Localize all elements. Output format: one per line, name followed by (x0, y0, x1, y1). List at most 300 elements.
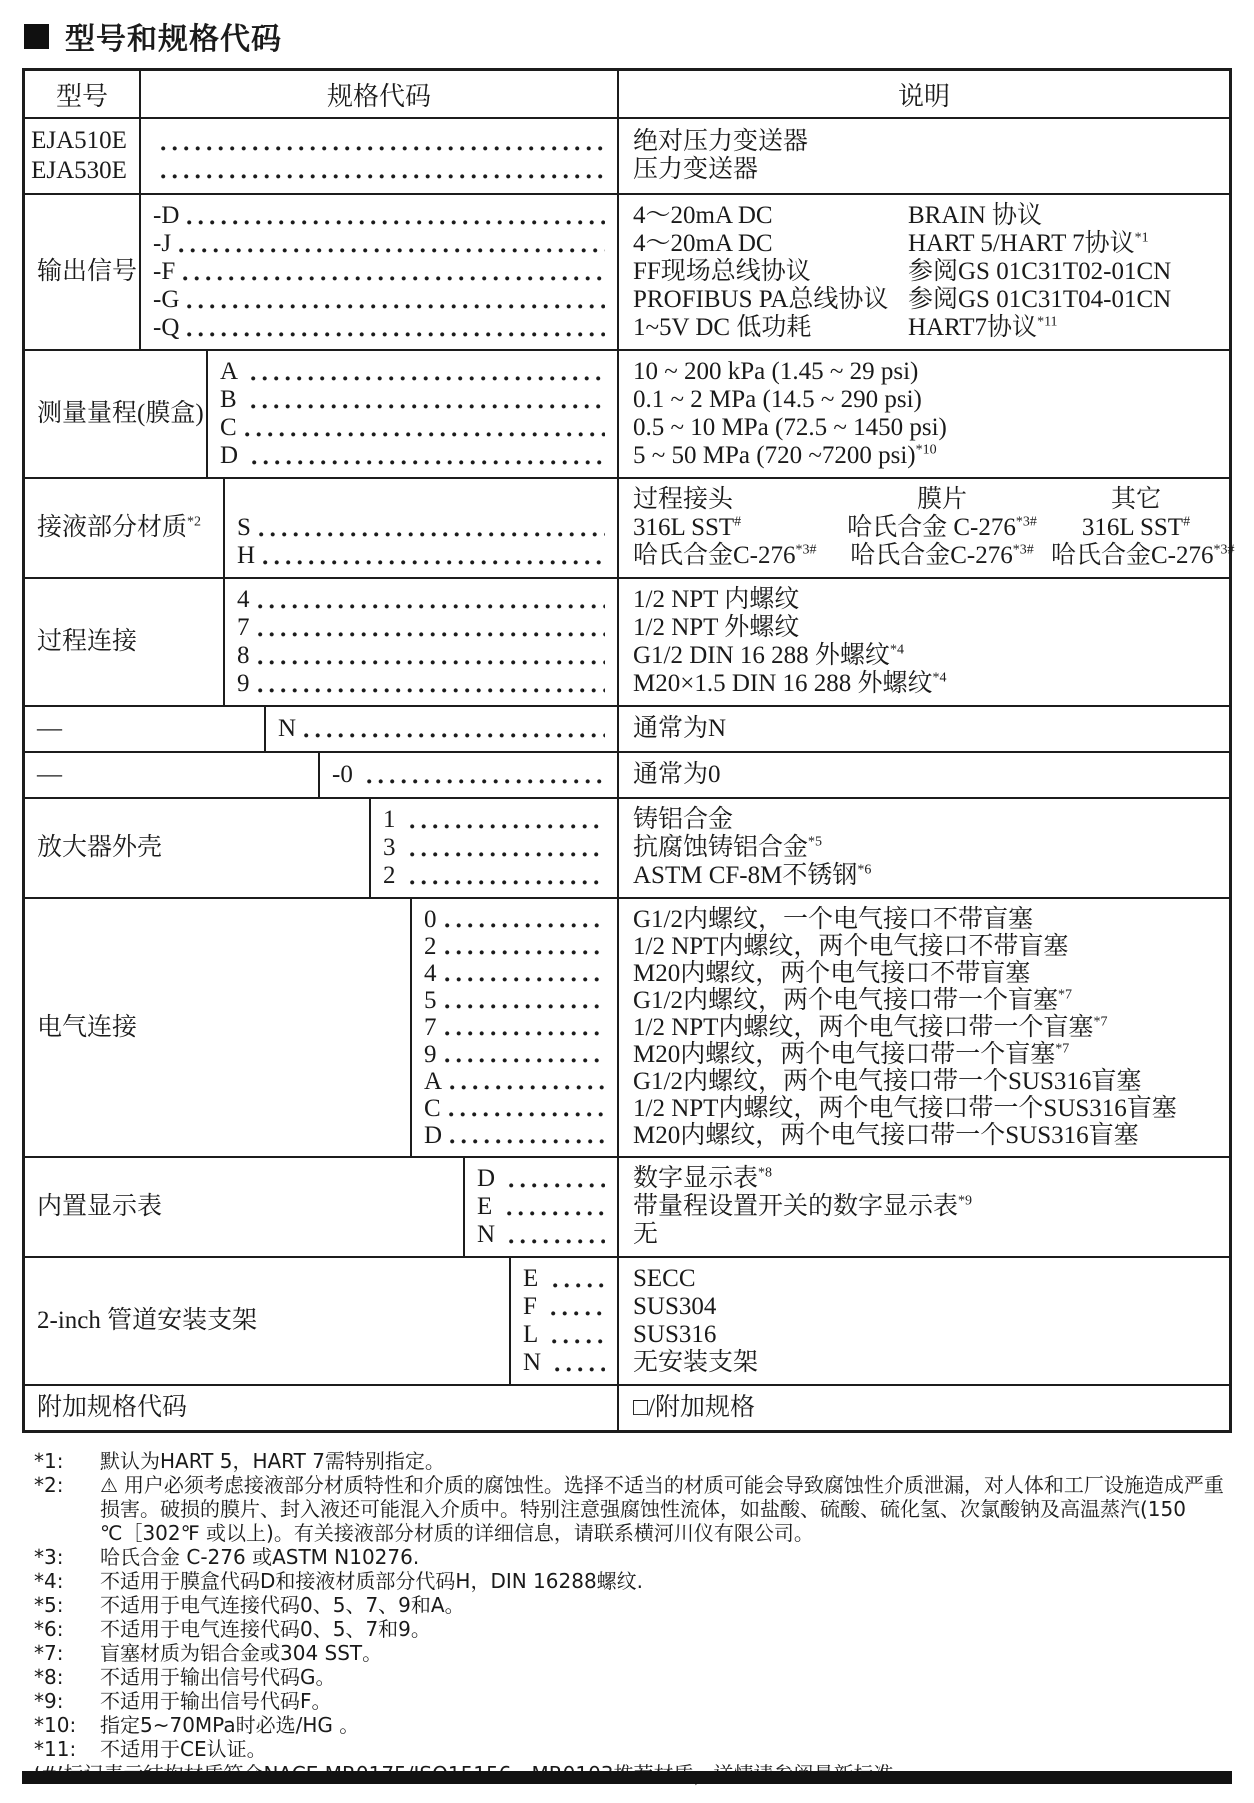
superscript-note-ref: *8 (758, 1165, 773, 1181)
description-text: G1/2内螺纹，一个电气接口不带盲塞 (633, 906, 1034, 933)
description-line (633, 1068, 1221, 1095)
superscript-note-ref: # (1183, 514, 1191, 530)
description-text: 抗腐蚀铸铝合金$^{*5}$ (633, 834, 823, 861)
footnote-text: 不适用于膜盒代码D和接液材质部分代码H，DIN 16288螺纹. (100, 1569, 644, 1593)
dotted-leader (159, 128, 609, 156)
spec-code: C (424, 1095, 441, 1122)
footnote-text: 指定5~70MPa时必选/HG 。 (100, 1713, 360, 1737)
description-text: 1/2 NPT 内螺纹 (633, 586, 800, 613)
spec-code: 2 (424, 933, 437, 960)
description-text: M20内螺纹，两个电气接口不带盲塞 (633, 960, 1031, 987)
dotted-leader (185, 314, 609, 342)
spec-code: 4 (424, 960, 437, 987)
description-text: 数字显示表$^{*8}$ (633, 1165, 773, 1192)
spec-code: 9 (424, 1041, 437, 1068)
spec-code: -D (153, 202, 180, 229)
column-header-spec-code: 规格代码 (141, 71, 619, 117)
table-row-amplifier-housing (25, 797, 1229, 897)
dotted-leader (443, 987, 610, 1014)
dotted-leader (443, 960, 610, 987)
spec-code-line (424, 1095, 609, 1122)
dash-n-codes (266, 707, 619, 751)
dotted-leader (550, 1321, 609, 1349)
description-text: M20内螺纹，两个电气接口带一个盲塞$^{*7}$ (633, 1041, 1070, 1068)
footnote-11 (34, 1737, 1234, 1761)
spec-code: N (477, 1221, 502, 1248)
description-text: 通常为N (633, 715, 727, 742)
measurement-span-codes (208, 351, 619, 477)
description-line (633, 614, 1221, 642)
description-text: 5 ~ 50 MPa (720 ~7200 psi)$^{*10}$ (633, 442, 937, 469)
description-line (633, 258, 1221, 286)
spec-code-line (477, 1193, 609, 1221)
spec-code: C (220, 414, 237, 441)
dotted-leader (181, 258, 609, 286)
superscript-note-ref: *1 (1134, 230, 1149, 246)
dotted-leader (177, 230, 609, 258)
material-value: 316L SST# (633, 514, 742, 541)
spec-code: 7 (424, 1014, 437, 1041)
spec-code-line (477, 1165, 609, 1193)
footnote-text: 不适用于输出信号代码G。 (100, 1665, 336, 1689)
footnote-text: 盲塞材质为铝合金或304 SST。 (100, 1641, 383, 1665)
description-line (633, 230, 1221, 258)
superscript-note-ref: *3# (795, 542, 817, 558)
section-title-row (24, 14, 1232, 58)
material-value: 哈氏合金$C-276^{*3\#}$ (850, 542, 1034, 569)
spec-code-line (220, 386, 609, 414)
spec-code-line (424, 1014, 609, 1041)
description-line (633, 642, 1221, 670)
spec-code-line (220, 358, 609, 386)
dotted-leader (185, 286, 609, 314)
model-codes (141, 119, 619, 193)
footnote-9 (34, 1689, 1234, 1713)
description-text: 压力变送器 (633, 156, 759, 183)
description-line (633, 862, 1221, 890)
description-line (633, 314, 1221, 342)
description-line (633, 1014, 1221, 1041)
spec-code-line (523, 1349, 609, 1377)
dotted-leader (448, 1122, 609, 1149)
footnote-7 (34, 1641, 1234, 1665)
footnote-text: 不适用于CE认证。 (100, 1737, 267, 1761)
description-text: 1~5V DC 低功耗 (633, 314, 812, 341)
superscript-note-ref: *7 (1093, 1014, 1108, 1030)
dotted-leader (261, 542, 609, 570)
spec-code: 8 (237, 642, 250, 669)
description-line (633, 128, 1221, 156)
spec-code-line (424, 1068, 609, 1095)
superscript-note-ref: *3# (1012, 542, 1034, 558)
description-text: 4～20mA DC (633, 202, 773, 229)
superscript-note-ref: *7 (1055, 1041, 1070, 1057)
superscript-note-ref: *9 (958, 1193, 973, 1209)
spec-code: L (523, 1321, 544, 1348)
spec-code-line (153, 314, 609, 342)
amplifier-housing-codes (371, 799, 619, 897)
spec-code: A (424, 1068, 443, 1095)
description-line (633, 1221, 1221, 1249)
description-protocol-text: HART7协议$^{*11}$ (908, 314, 1058, 341)
table-row-mounting-bracket (25, 1256, 1229, 1384)
description-line (633, 1349, 1221, 1377)
description-line (633, 1394, 1221, 1422)
measurement-span-label: 测量量程(膜盒) (25, 351, 208, 477)
measurement-span-descriptions (619, 351, 1229, 477)
dotted-leader (185, 202, 609, 230)
section-marker-icon (24, 24, 49, 49)
description-text: FF现场总线协议 (633, 258, 811, 285)
process-connection-descriptions (619, 579, 1229, 705)
spec-code-line (237, 642, 609, 670)
footnote-label: *11: (34, 1737, 77, 1761)
superscript-note-ref: *7 (1058, 987, 1073, 1003)
description-protocol-text: HART 5/HART 7协议$^{*1}$ (908, 230, 1149, 257)
description-text: M20内螺纹，两个电气接口带一个SUS316盲塞 (633, 1122, 1139, 1149)
dotted-leader (505, 1193, 609, 1221)
dotted-leader (257, 514, 609, 542)
dotted-leader (243, 414, 609, 442)
description-line (633, 1193, 1221, 1221)
footnote-label: *7: (34, 1641, 64, 1665)
dotted-leader (553, 1349, 609, 1377)
dotted-leader (549, 1293, 609, 1321)
material-value: 哈氏合金$C-276^{*3\#}$ (1051, 542, 1235, 569)
spec-code-line (424, 933, 609, 960)
description-line (633, 806, 1221, 834)
spec-code-line (153, 258, 609, 286)
spec-code: -Q (153, 314, 180, 341)
spec-code-line (424, 906, 609, 933)
spec-code-line (153, 128, 609, 156)
model-spec-code-table (22, 68, 1235, 1433)
footnote-label: *4: (34, 1569, 64, 1593)
dotted-leader (443, 906, 610, 933)
dotted-leader (250, 442, 609, 470)
description-text: 0.5 ~ 10 MPa (72.5 ~ 1450 psi) (633, 414, 947, 441)
spec-code: B (220, 386, 243, 413)
spec-code: 7 (237, 614, 250, 641)
spec-code-line (153, 202, 609, 230)
superscript-note-ref: *2 (187, 514, 202, 530)
materials-col-diaphragm: 膜片 (916, 486, 967, 513)
table-row-process-connection (25, 577, 1229, 705)
description-text: 1/2 NPT 外螺纹 (633, 614, 800, 641)
description-line (633, 933, 1221, 960)
description-text: 1/2 NPT内螺纹，两个电气接口带一个盲塞$^{*7}$ (633, 1014, 1108, 1041)
mounting-bracket-label: 2-inch 管道安装支架 (25, 1258, 511, 1384)
description-line (633, 386, 1221, 414)
description-text: SECC (633, 1265, 696, 1292)
footnote-8 (34, 1665, 1234, 1689)
mounting-bracket-descriptions (619, 1258, 1229, 1384)
description-text: 1/2 NPT内螺纹，两个电气接口带一个SUS316盲塞 (633, 1095, 1177, 1122)
description-line (633, 1165, 1221, 1193)
footnote-5 (34, 1593, 1234, 1617)
description-line (633, 1321, 1221, 1349)
description-text: 铸铝合金 (633, 806, 734, 833)
description-text: SUS316 (633, 1321, 717, 1348)
spec-code: 3 (383, 834, 402, 861)
material-value: 316L SST# (1081, 514, 1191, 541)
spec-code-line (383, 834, 609, 862)
materials-header-row (633, 486, 1221, 514)
description-line (633, 414, 1221, 442)
spec-code: E (523, 1265, 545, 1292)
description-protocol-text: BRAIN 协议 (908, 202, 1043, 229)
spec-code: D (220, 442, 245, 469)
spec-code-line (424, 1041, 609, 1068)
spec-code-line (424, 987, 609, 1014)
spec-code: -0 (332, 761, 360, 788)
table-row-electrical-connection (25, 897, 1229, 1156)
spec-code-line (383, 862, 609, 890)
footnote-3 (34, 1545, 1234, 1569)
footnote-text: 不适用于输出信号代码F。 (100, 1689, 332, 1713)
spec-code: 2 (383, 862, 402, 889)
description-line (633, 358, 1221, 386)
footnote-10 (34, 1713, 1234, 1737)
spec-code-line (237, 542, 609, 570)
spec-code-line (523, 1293, 609, 1321)
wetted-parts-material-descriptions (619, 479, 1235, 577)
footnote-label: *10: (34, 1713, 77, 1737)
spec-code: S (237, 514, 251, 541)
integral-indicator-descriptions (619, 1158, 1229, 1256)
page-title: 型号和规格代码 (65, 22, 282, 57)
footnote-text: ⚠ 用户必须考虑接液部分材质特性和介质的腐蚀性。选择不适当的材质可能会导致腐蚀性介质泄漏，对人体和工厂设施造成严重损害。破损的膜片、封入液还可能混入介质中。特别注意强腐蚀性流体，如盐酸、硫酸、硫化氢、次氯酸钠及高温蒸汽(150 ℃［302℉ 或以上)。有关接液部分材质的详细信息，请联系横河川仪有限公司。 (100, 1473, 1224, 1545)
superscript-note-ref: *6 (857, 862, 872, 878)
table-row-measurement-span (25, 349, 1229, 477)
dotted-leader (302, 715, 609, 743)
footnote-4 (34, 1569, 1234, 1593)
materials-data-row (633, 542, 1235, 570)
description-text: G1/2内螺纹，两个电气接口带一个盲塞$^{*7}$ (633, 987, 1073, 1014)
dotted-leader (551, 1265, 609, 1293)
footnote-label: *9: (34, 1689, 64, 1713)
footnote-2 (34, 1473, 1234, 1545)
superscript-note-ref: *4 (932, 670, 947, 686)
integral-indicator-label: 内置显示表 (25, 1158, 465, 1256)
table-header-row (25, 71, 1229, 117)
dotted-leader (249, 386, 609, 414)
description-text: 4～20mA DC (633, 230, 773, 257)
dotted-leader (443, 1041, 610, 1068)
dotted-leader (365, 761, 609, 789)
spec-code-line (278, 715, 609, 743)
spec-code: N (278, 715, 297, 742)
spec-code-line (153, 230, 609, 258)
dotted-leader (447, 1095, 609, 1122)
spec-code: F (523, 1293, 544, 1320)
description-text: 通常为0 (633, 761, 721, 788)
description-line (633, 834, 1221, 862)
description-text: M20×1.5 DIN 16 288 外螺纹$^{*4}$ (633, 670, 947, 697)
description-line (633, 987, 1221, 1014)
spec-code-line (220, 414, 609, 442)
spec-code: 4 (237, 586, 250, 613)
spec-code-line (424, 960, 609, 987)
spec-code: E (477, 1193, 499, 1220)
spec-code-line (220, 442, 609, 470)
description-text: 0.1 ~ 2 MPa (14.5 ~ 290 psi) (633, 386, 922, 413)
footnote-label: *1: (34, 1449, 64, 1473)
description-line (633, 1095, 1221, 1122)
footnote-label: *5: (34, 1593, 64, 1617)
dotted-leader (443, 1014, 610, 1041)
superscript-note-ref: *5 (808, 834, 823, 850)
description-line (633, 906, 1221, 933)
wetted-parts-material-codes (225, 479, 619, 577)
spec-code-line (237, 586, 609, 614)
description-line (633, 202, 1221, 230)
description-text: 绝对压力变送器 (633, 128, 809, 155)
description-text: 带量程设置开关的数字显示表$^{*9}$ (633, 1193, 973, 1220)
amplifier-housing-label: 放大器外壳 (25, 799, 371, 897)
electrical-connection-descriptions (619, 899, 1229, 1156)
dotted-leader (507, 1221, 609, 1249)
dash-0-descriptions (619, 753, 1229, 797)
spec-code-line (153, 156, 609, 184)
warning-icon: ⚠ (100, 1473, 118, 1497)
output-signal-codes (141, 195, 619, 349)
spec-code: 1 (383, 806, 402, 833)
table-row-wetted-parts-material (25, 477, 1235, 577)
spec-code-line (523, 1265, 609, 1293)
mounting-bracket-codes (511, 1258, 619, 1384)
description-text: G1/2 DIN 16 288 外螺纹$^{*4}$ (633, 642, 904, 669)
description-text: 10 ~ 200 kPa (1.45 ~ 29 psi) (633, 358, 919, 385)
superscript-note-ref: *4 (889, 642, 904, 658)
dash-0-label: — (25, 753, 320, 797)
description-line (633, 156, 1221, 184)
footnote-text: 哈氏合金 C-276 或ASTM N10276. (100, 1545, 420, 1569)
spec-code-line (237, 486, 609, 514)
description-line (633, 1122, 1221, 1149)
spec-code-line (237, 514, 609, 542)
process-connection-label: 过程连接 (25, 579, 225, 705)
dotted-leader (256, 670, 610, 698)
superscript-note-ref: *10 (915, 442, 937, 458)
description-line (633, 761, 1221, 789)
description-text: □/附加规格 (633, 1394, 756, 1421)
description-line (633, 586, 1221, 614)
description-line (633, 1265, 1221, 1293)
spec-code: D (477, 1165, 502, 1192)
output-signal-label: 输出信号 (25, 195, 141, 349)
description-text: G1/2内螺纹，两个电气接口带一个SUS316盲塞 (633, 1068, 1142, 1095)
footnote-6 (34, 1617, 1234, 1641)
dotted-leader (408, 862, 609, 890)
electrical-connection-label: 电气连接 (25, 899, 412, 1156)
optional-spec-codes-label: 附加规格代码 (25, 1386, 619, 1430)
dotted-leader (408, 806, 609, 834)
footnote-label: *8: (34, 1665, 64, 1689)
dash-n-descriptions (619, 707, 1229, 751)
footnotes (34, 1449, 1234, 1786)
dotted-leader (159, 156, 609, 184)
footnote-text: 不适用于电气连接代码0、5、7和9。 (100, 1617, 431, 1641)
footnote-text: 默认为HART 5，HART 7需特别指定。 (100, 1449, 445, 1473)
spec-code: N (523, 1349, 548, 1376)
dotted-leader (249, 358, 609, 386)
spec-code-line (424, 1122, 609, 1149)
table-row-optional-spec-codes (25, 1384, 1229, 1430)
description-line (633, 715, 1221, 743)
dash-0-codes (320, 753, 619, 797)
description-line (633, 1293, 1221, 1321)
table-row-model (25, 117, 1229, 193)
column-header-model: 型号 (25, 71, 141, 117)
superscript-note-ref: *3# (1213, 542, 1235, 558)
superscript-note-ref: *11 (1037, 314, 1058, 330)
description-line (633, 442, 1221, 470)
superscript-note-ref: # (734, 514, 742, 530)
dotted-leader (507, 1165, 609, 1193)
description-text: 1/2 NPT内螺纹，两个电气接口不带盲塞 (633, 933, 1069, 960)
dotted-leader (256, 642, 610, 670)
dotted-leader (448, 1068, 609, 1095)
table-row-dash-n (25, 705, 1229, 751)
footnote-label: *3: (34, 1545, 64, 1569)
description-protocol-text: 参阅GS 01C31T02-01CN (908, 258, 1172, 285)
dotted-leader (256, 614, 610, 642)
bottom-rule (22, 1771, 1232, 1784)
description-line (633, 670, 1221, 698)
description-line (633, 1041, 1221, 1068)
dotted-leader (256, 586, 610, 614)
dotted-leader (443, 933, 610, 960)
spec-code: 9 (237, 670, 250, 697)
electrical-connection-codes (412, 899, 619, 1156)
description-text: PROFIBUS PA总线协议 (633, 286, 889, 313)
process-connection-codes (225, 579, 619, 705)
dotted-leader (408, 834, 609, 862)
optional-spec-codes-descriptions (619, 1386, 1229, 1430)
spec-code-line (153, 286, 609, 314)
spec-code: H (237, 542, 256, 569)
description-text: 无安装支架 (633, 1349, 759, 1376)
material-value: 哈氏合金 $C-276^{*3\#}$ (847, 514, 1037, 541)
materials-col-process-connector: 过程接头 (633, 486, 734, 513)
spec-code-line (237, 614, 609, 642)
description-line (633, 960, 1221, 987)
output-signal-descriptions (619, 195, 1229, 349)
integral-indicator-codes (465, 1158, 619, 1256)
spec-code: -J (153, 230, 172, 257)
dash-n-label: — (25, 707, 266, 751)
footnote-label: *6: (34, 1617, 64, 1641)
spec-code: D (424, 1122, 443, 1149)
amplifier-housing-descriptions (619, 799, 1229, 897)
spec-code-line (523, 1321, 609, 1349)
description-text: ASTM CF-8M不锈钢$^{*6}$ (633, 862, 872, 889)
spec-code: A (220, 358, 243, 385)
wetted-parts-material-label: 接液部分材质$^{*2}$ (25, 479, 225, 577)
spec-code-line (332, 761, 609, 789)
column-header-description: 说明 (897, 81, 950, 111)
footnote-1 (34, 1449, 1234, 1473)
table-row-integral-indicator (25, 1156, 1229, 1256)
description-line (633, 286, 1221, 314)
superscript-note-ref: *3# (1015, 514, 1037, 530)
material-value: 哈氏合金$C-276^{*3\#}$ (633, 542, 817, 569)
model-label: EJA510E EJA530E (25, 119, 141, 193)
description-protocol-text: 参阅GS 01C31T04-01CN (908, 286, 1172, 313)
spec-code-line (383, 806, 609, 834)
materials-col-others: 其它 (1110, 486, 1161, 513)
